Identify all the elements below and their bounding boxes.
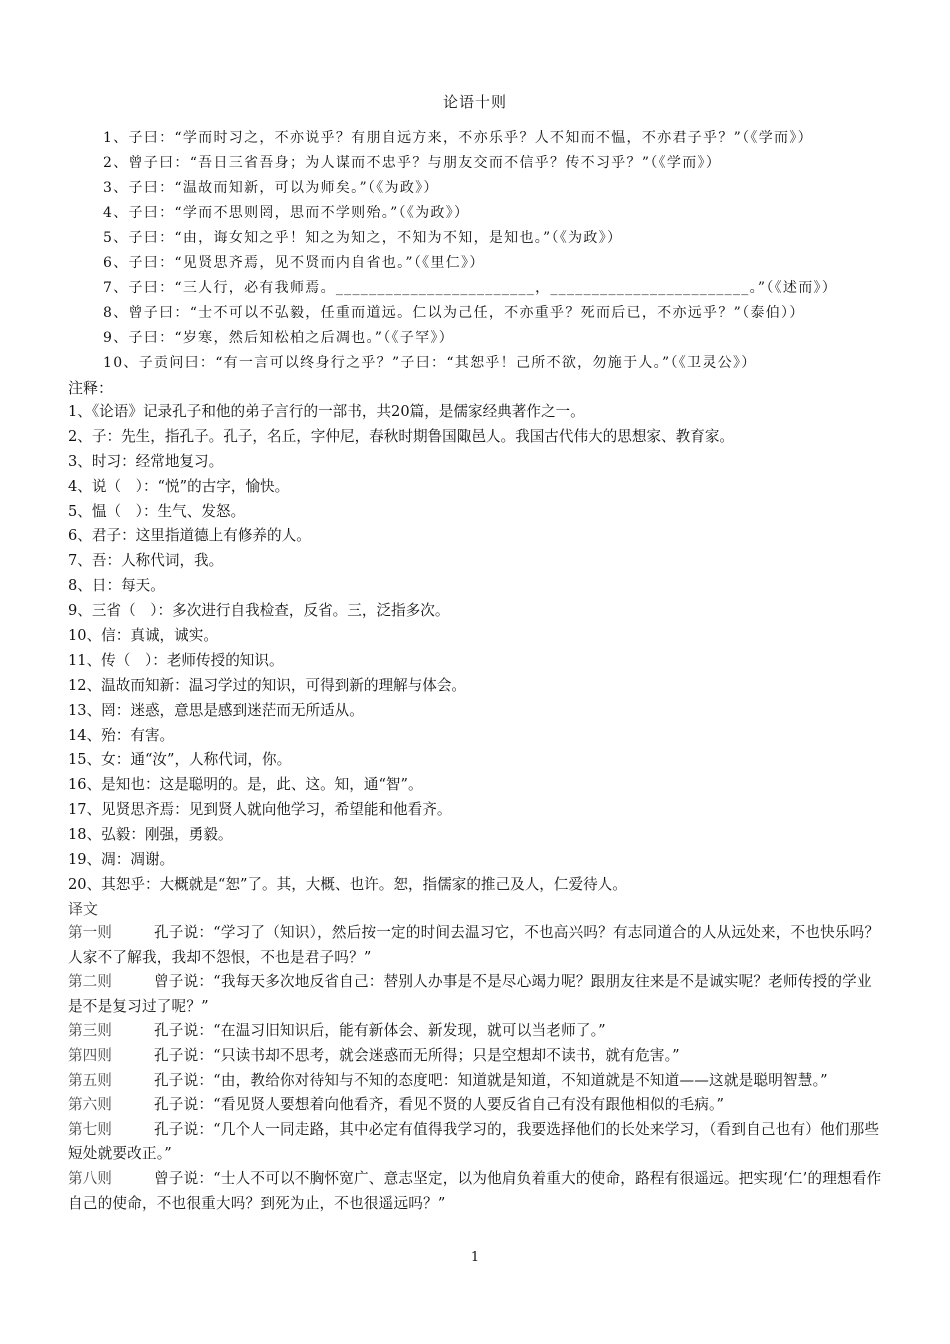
note-item: 6、君子：这里指道德上有修养的人。 bbox=[68, 527, 311, 545]
quote-line-fill-blank: 7、子曰：“三人行，必有我师焉。________________________，________________________。”（《述而》） bbox=[103, 280, 838, 296]
translation-label: 第五则 bbox=[68, 1071, 112, 1089]
note-item: 13、罔：迷惑，意思是感到迷茫而无所适从。 bbox=[68, 701, 364, 719]
translation-text: 曾子说：“士人不可以不胸怀宽广、意志坚定，以为他肩负着重大的使命，路程有很遥远。把实现‘仁’的理想看作自己的使命，不也很重大吗？到死为止，不也很遥远吗？” bbox=[68, 1169, 882, 1212]
notes-heading: 注释： bbox=[68, 379, 114, 397]
note-item: 18、弘毅：刚强，勇毅。 bbox=[68, 826, 233, 844]
translation-text: 曾子说：“我每天多次地反省自己：替别人办事是不是尽心竭力呢？跟朋友往来是不是诚实呢？老师传授的学业是不是复习过了呢？” bbox=[68, 973, 872, 1015]
quote-line: 1、子曰：“学而时习之，不亦说乎？有朋自远方来，不亦乐乎？人不知而不愠，不亦君子乎？”（《学而》） bbox=[103, 130, 813, 146]
translation-item bbox=[68, 1167, 883, 1216]
translation-text: 孔子说：“几个人一同走路，其中必定有值得我学习的，我要选择他们的长处来学习，（看到自己也有）他们那些短处就要改正。” bbox=[68, 1120, 880, 1163]
quotes-list bbox=[103, 126, 903, 376]
quote-line: 3、子曰：“温故而知新，可以为师矣。”（《为政》） bbox=[103, 180, 439, 196]
note-item: 2、子：先生，指孔子。孔子，名丘，字仲尼，春秋时期鲁国陬邑人。我国古代伟大的思想家、教育家。 bbox=[68, 427, 735, 445]
translation-label: 第六则 bbox=[68, 1096, 112, 1114]
note-item: 9、三省（ ）：多次进行自我检查，反省。三，泛指多次。 bbox=[68, 602, 450, 620]
translation-item bbox=[68, 921, 883, 970]
quote-line: 8、曾子曰：“士不可以不弘毅，任重而道远。仁以为己任，不亦重乎？死而后已，不亦远乎？”（泰伯）） bbox=[103, 305, 805, 321]
translation-label: 第二则 bbox=[68, 973, 112, 991]
note-item: 4、说（ ）：“悦”的古字，愉快。 bbox=[68, 477, 290, 495]
notes-list bbox=[68, 400, 898, 898]
note-item: 17、见贤思齐焉：见到贤人就向他学习，希望能和他看齐。 bbox=[68, 801, 452, 819]
page-title: 论语十则 bbox=[442, 93, 507, 111]
note-item: 12、温故而知新：温习学过的知识，可得到新的理解与体会。 bbox=[68, 676, 467, 694]
note-item: 3、时习：经常地复习。 bbox=[68, 452, 224, 470]
translation-item bbox=[68, 1069, 883, 1094]
note-item: 5、愠（ ）：生气、发怒。 bbox=[68, 502, 246, 520]
note-item: 16、是知也：这是聪明的。是，此、这。知，通“智”。 bbox=[68, 776, 423, 794]
quote-line: 4、子曰：“学而不思则罔，思而不学则殆。”（《为政》） bbox=[103, 205, 470, 221]
translation-item bbox=[68, 1093, 883, 1118]
quote-line: 2、曾子曰：“吾日三省吾身；为人谋而不忠乎？与朋友交而不信乎？传不习乎？”（《学而》） bbox=[103, 155, 722, 171]
translation-label: 第四则 bbox=[68, 1046, 112, 1064]
quote-line: 10、子贡问曰：“有一言可以终身行之乎？”子曰：“其恕乎！己所不欲，勿施于人。”（《卫灵公》） bbox=[103, 355, 757, 371]
translation-text: 孔子说：“在温习旧知识后，能有新体会、新发现，就可以当老师了。” bbox=[154, 1022, 606, 1040]
translation-heading: 译文 bbox=[68, 900, 99, 918]
translation-item bbox=[68, 1044, 883, 1069]
page-number: 1 bbox=[470, 1250, 480, 1265]
translation-item bbox=[68, 1118, 883, 1167]
quote-line: 6、子曰：“见贤思齐焉，见不贤而内自省也。”（《里仁》） bbox=[103, 255, 485, 271]
note-item: 7、吾：人称代词，我。 bbox=[68, 552, 224, 570]
translation-label: 第八则 bbox=[68, 1169, 112, 1187]
note-item: 15、女：通“汝”，人称代词，你。 bbox=[68, 751, 292, 769]
translation-item bbox=[68, 970, 883, 1019]
note-item: 1、《论语》记录孔子和他的弟子言行的一部书，共20篇，是儒家经典著作之一。 bbox=[68, 403, 585, 420]
translation-label: 第一则 bbox=[68, 924, 112, 941]
quote-line: 9、子曰：“岁寒，然后知松柏之后凋也。”（《子罕》） bbox=[103, 330, 455, 346]
note-item: 11、传（ ）：老师传授的知识。 bbox=[68, 651, 284, 669]
translation-text: 孔子说：“学习了（知识），然后按一定的时间去温习它，不也高兴吗？有志同道合的人从远处来，不也快乐吗？人家不了解我，我却不怨恨，不也是君子吗？” bbox=[68, 924, 880, 966]
note-item: 14、殆：有害。 bbox=[68, 726, 175, 744]
note-item: 20、其恕乎：大概就是“恕”了。其，大概、也许。恕，指儒家的推己及人，仁爱待人。 bbox=[68, 875, 627, 893]
translation-text: 孔子说：“看见贤人要想着向他看齐，看见不贤的人要反省自己有没有跟他相似的毛病。” bbox=[154, 1096, 725, 1114]
note-item: 10、信：真诚，诚实。 bbox=[68, 627, 218, 645]
translation-text: 孔子说：“由，教给你对待知与不知的态度吧：知道就是知道，不知道就是不知道——这就是聪明智慧。” bbox=[154, 1071, 828, 1089]
translation-list bbox=[68, 921, 883, 1216]
note-item: 19、凋：凋谢。 bbox=[68, 851, 175, 869]
translation-text: 孔子说：“只读书却不思考，就会迷惑而无所得；只是空想却不读书，就有危害。” bbox=[154, 1046, 680, 1064]
translation-item bbox=[68, 1019, 883, 1044]
translation-label: 第七则 bbox=[68, 1120, 112, 1138]
translation-label: 第三则 bbox=[68, 1022, 112, 1040]
quote-line: 5、子曰：“由，诲女知之乎！知之为知之，不知为不知，是知也。”（《为政》） bbox=[103, 230, 623, 246]
note-item: 8、日：每天。 bbox=[68, 577, 165, 595]
